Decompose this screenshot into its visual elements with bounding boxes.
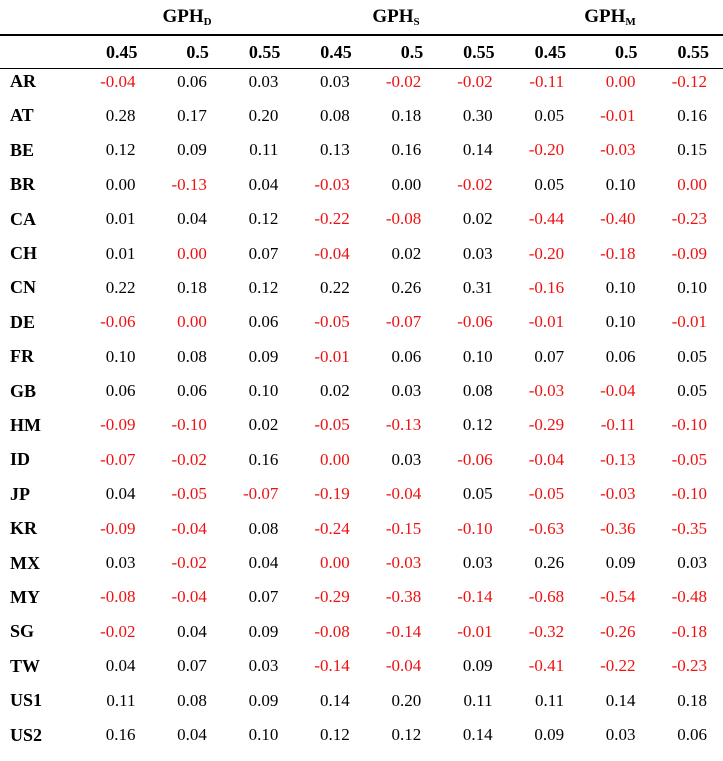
row-label: FR xyxy=(10,346,34,367)
table-cell: -0.03 xyxy=(600,140,636,160)
table-cell: -0.08 xyxy=(385,209,422,229)
table-cell: 0.08 xyxy=(177,346,207,366)
table-row xyxy=(0,202,723,236)
table-cell: -0.05 xyxy=(528,484,565,504)
table-cell: 0.09 xyxy=(534,725,565,744)
table-cell: -0.29 xyxy=(528,415,565,435)
table-cell: 0.10 xyxy=(248,381,279,401)
table-cell: 0.03 xyxy=(677,553,707,573)
table-cell: -0.03 xyxy=(600,484,636,504)
table-cell: 0.14 xyxy=(605,690,636,710)
table-cell: 0.12 xyxy=(320,725,350,744)
table-cell: 0.18 xyxy=(177,277,207,297)
table-cell: -0.04 xyxy=(171,518,207,538)
column-header: 0.55 xyxy=(248,41,281,62)
table-cell: 0.05 xyxy=(534,174,565,194)
table-cell: 0.14 xyxy=(462,140,493,160)
table-cell: -0.08 xyxy=(314,621,350,641)
table-cell: -0.04 xyxy=(314,243,350,263)
row-label: DE xyxy=(10,311,36,332)
table-cell: -0.07 xyxy=(385,312,422,332)
table-cell: -0.05 xyxy=(314,312,350,332)
table-cell: 0.26 xyxy=(391,277,422,297)
table-cell: 0.16 xyxy=(105,725,136,744)
row-label: US2 xyxy=(10,724,43,745)
table-row xyxy=(0,374,723,408)
table-cell: -0.10 xyxy=(457,518,493,538)
table-cell: -0.19 xyxy=(314,484,350,504)
table-row xyxy=(0,546,723,580)
group-header-gph-m: $GPH_M$ xyxy=(584,6,636,28)
column-header: 0.45 xyxy=(320,41,352,62)
table-cell: -0.04 xyxy=(385,656,422,676)
table-cell: 0.09 xyxy=(248,346,279,366)
table-cell: 0.03 xyxy=(605,725,636,744)
table-row xyxy=(0,477,723,511)
table-cell: -0.02 xyxy=(171,553,207,573)
table-cell: 0.02 xyxy=(462,209,493,229)
table-cell: -0.11 xyxy=(529,71,565,91)
corner-cell xyxy=(0,40,80,64)
table-cell: 0.14 xyxy=(320,690,350,710)
table-cell: 0.04 xyxy=(105,656,136,676)
table-cell: -0.18 xyxy=(671,621,707,641)
table-cell: 0.17 xyxy=(177,105,207,125)
table-cell: 0.10 xyxy=(677,277,707,297)
table-row xyxy=(0,64,723,98)
table-cell: 0.07 xyxy=(248,587,279,607)
table-row xyxy=(0,340,723,374)
row-label: SG xyxy=(10,621,35,642)
table-cell: 0.00 xyxy=(105,174,136,194)
row-label: BR xyxy=(10,174,36,195)
table-cell: 0.10 xyxy=(605,174,636,194)
table-cell: 0.00 xyxy=(391,174,422,194)
table-cell: 0.09 xyxy=(605,553,636,573)
table-cell: 0.26 xyxy=(534,553,565,573)
table-cell: 0.07 xyxy=(177,656,207,676)
table-cell: -0.09 xyxy=(100,415,136,435)
table-cell: -0.04 xyxy=(100,71,136,91)
row-label: BE xyxy=(10,139,35,160)
table-cell: -0.07 xyxy=(242,484,279,504)
group-header-gph-d: $GPH_D$ xyxy=(162,6,212,28)
table-cell: 0.05 xyxy=(677,381,707,401)
table-cell: 0.09 xyxy=(248,690,279,710)
table-cell: 0.08 xyxy=(462,381,493,401)
table-row xyxy=(0,649,723,683)
table-cell: 0.06 xyxy=(177,381,207,401)
table-cell: -0.38 xyxy=(385,587,422,607)
table-cell: 0.20 xyxy=(248,105,279,125)
table-cell: -0.06 xyxy=(457,312,493,332)
table-row xyxy=(0,305,723,339)
table-cell: -0.02 xyxy=(457,174,493,194)
row-label: AT xyxy=(10,105,34,126)
row-label: CN xyxy=(10,277,36,298)
table-cell: -0.20 xyxy=(528,243,565,263)
table-cell: 0.10 xyxy=(105,346,136,366)
row-label: KR xyxy=(10,518,37,539)
table-cell: 0.03 xyxy=(462,243,493,263)
table-cell: -0.03 xyxy=(314,174,350,194)
table-cell: 0.09 xyxy=(462,656,493,676)
table-row xyxy=(0,271,723,305)
table-cell: -0.01 xyxy=(528,312,565,332)
row-label: HM xyxy=(10,414,41,435)
table-cell: 0.16 xyxy=(391,140,422,160)
table-cell: -0.03 xyxy=(385,553,422,573)
table-cell: -0.01 xyxy=(671,312,707,332)
table-cell: 0.10 xyxy=(462,346,493,366)
table-cell: 0.10 xyxy=(248,725,279,744)
table-cell: 0.31 xyxy=(462,277,493,297)
table-cell: -0.14 xyxy=(314,656,350,676)
table-cell: -0.22 xyxy=(600,656,636,676)
table-cell: 0.06 xyxy=(248,312,279,332)
table-cell: 0.18 xyxy=(391,105,422,125)
table-row xyxy=(0,718,723,752)
table-cell: -0.13 xyxy=(171,174,207,194)
table-cell: -0.11 xyxy=(600,415,636,435)
table-cell: 0.02 xyxy=(248,415,279,435)
table-cell: 0.03 xyxy=(462,553,493,573)
row-label: MY xyxy=(10,586,40,607)
column-header: 0.55 xyxy=(677,41,709,62)
row-label: US1 xyxy=(10,690,43,711)
table-cell: 0.06 xyxy=(105,381,136,401)
table-cell: 0.22 xyxy=(320,277,350,297)
table-cell: -0.35 xyxy=(671,518,707,538)
table-row xyxy=(0,133,723,167)
table-cell: -0.05 xyxy=(171,484,207,504)
table-cell: 0.05 xyxy=(677,346,707,366)
table-cell: 0.03 xyxy=(391,381,422,401)
table-cell: -0.13 xyxy=(600,449,636,469)
table-row xyxy=(0,99,723,133)
table-cell: 0.30 xyxy=(462,105,493,125)
table-cell: -0.01 xyxy=(600,105,636,125)
row-label: MX xyxy=(10,552,40,573)
table-row xyxy=(0,580,723,614)
table-cell: 0.00 xyxy=(605,71,636,91)
table-cell: 0.04 xyxy=(248,174,279,194)
table-row xyxy=(0,236,723,270)
table-cell: -0.04 xyxy=(385,484,422,504)
table-cell: -0.14 xyxy=(457,587,493,607)
table-cell: -0.01 xyxy=(457,621,493,641)
table-cell: -0.15 xyxy=(385,518,422,538)
table-cell: -0.13 xyxy=(385,415,422,435)
table-cell: 0.08 xyxy=(177,690,207,710)
table-cell: 0.22 xyxy=(105,277,136,297)
column-header-row xyxy=(0,40,723,64)
table-cell: 0.09 xyxy=(177,140,207,160)
table-cell: 0.06 xyxy=(391,346,422,366)
table-body xyxy=(0,64,723,752)
table-cell: -0.10 xyxy=(671,415,707,435)
table-cell: -0.68 xyxy=(528,587,565,607)
table-cell: 0.20 xyxy=(391,690,422,710)
table-row xyxy=(0,168,723,202)
table-cell: 0.02 xyxy=(320,381,350,401)
top-rule xyxy=(0,34,723,36)
table-cell: 0.11 xyxy=(534,690,565,710)
table-cell: -0.26 xyxy=(600,621,636,641)
table-cell: -0.02 xyxy=(385,71,422,91)
table-cell: -0.40 xyxy=(600,209,636,229)
table-cell: -0.09 xyxy=(100,518,136,538)
table-cell: 0.10 xyxy=(605,277,636,297)
table-cell: -0.10 xyxy=(171,415,207,435)
table-cell: 0.07 xyxy=(248,243,279,263)
table-cell: 0.00 xyxy=(677,174,707,194)
table-cell: 0.02 xyxy=(391,243,422,263)
table-cell: 0.09 xyxy=(248,621,279,641)
row-label: AR xyxy=(10,71,36,92)
table-cell: 0.16 xyxy=(677,105,707,125)
group-header-gph-s: $GPH_S$ xyxy=(372,6,420,28)
table-cell: -0.03 xyxy=(528,381,565,401)
table-cell: 0.01 xyxy=(105,209,136,229)
table-cell: 0.03 xyxy=(248,71,279,91)
table-cell: 0.03 xyxy=(105,553,136,573)
table-cell: -0.48 xyxy=(671,587,707,607)
table-cell: 0.00 xyxy=(177,243,207,263)
table-row xyxy=(0,408,723,442)
table-cell: 0.11 xyxy=(106,690,136,710)
table-cell: 0.03 xyxy=(320,71,350,91)
table-cell: 0.12 xyxy=(248,209,279,229)
table-cell: -0.23 xyxy=(671,656,707,676)
table-cell: -0.10 xyxy=(671,484,707,504)
table-cell: -0.22 xyxy=(314,209,350,229)
column-header: 0.5 xyxy=(615,41,638,62)
table-cell: 0.13 xyxy=(320,140,350,160)
table-cell: 0.04 xyxy=(177,725,207,744)
table-cell: 0.00 xyxy=(177,312,207,332)
table-cell: 0.04 xyxy=(177,621,207,641)
table-cell: -0.24 xyxy=(314,518,350,538)
table-row xyxy=(0,615,723,649)
table-cell: -0.04 xyxy=(528,449,565,469)
table-row xyxy=(0,443,723,477)
row-label: CH xyxy=(10,243,37,264)
table-cell: 0.04 xyxy=(248,553,279,573)
table-cell: 0.15 xyxy=(677,140,707,160)
table-cell: -0.09 xyxy=(671,243,707,263)
table-cell: -0.06 xyxy=(457,449,493,469)
table-cell: 0.12 xyxy=(462,415,493,435)
table-cell: -0.44 xyxy=(528,209,565,229)
column-header: 0.45 xyxy=(534,41,567,62)
table-cell: -0.14 xyxy=(385,621,422,641)
table-cell: 0.11 xyxy=(463,690,493,710)
table-cell: -0.16 xyxy=(528,277,565,297)
table-cell: -0.05 xyxy=(314,415,350,435)
table-cell: 0.12 xyxy=(105,140,136,160)
table-cell: 0.00 xyxy=(320,553,350,573)
row-label: JP xyxy=(10,483,30,504)
table-cell: -0.23 xyxy=(671,209,707,229)
row-label: TW xyxy=(10,655,41,676)
table-cell: 0.04 xyxy=(177,209,207,229)
table-cell: 0.05 xyxy=(462,484,493,504)
table-cell: 0.06 xyxy=(605,346,636,366)
column-header: 0.5 xyxy=(186,41,209,62)
table-cell: 0.11 xyxy=(249,140,279,160)
table-cell: -0.20 xyxy=(528,140,565,160)
table-cell: -0.04 xyxy=(171,587,207,607)
table-cell: -0.02 xyxy=(171,449,207,469)
table-cell: -0.32 xyxy=(528,621,565,641)
table-cell: -0.29 xyxy=(314,587,350,607)
table-cell: 0.06 xyxy=(677,725,707,744)
table-cell: -0.05 xyxy=(671,449,707,469)
table-cell: 0.03 xyxy=(248,656,279,676)
table-cell: 0.08 xyxy=(248,518,279,538)
table-cell: 0.14 xyxy=(462,725,493,744)
data-table xyxy=(0,40,723,752)
table-cell: -0.36 xyxy=(600,518,636,538)
column-header: 0.5 xyxy=(400,41,424,62)
table-cell: 0.18 xyxy=(677,690,707,710)
table-cell: -0.63 xyxy=(528,518,565,538)
table-cell: -0.18 xyxy=(600,243,636,263)
table-cell: -0.41 xyxy=(528,656,565,676)
table-cell: 0.03 xyxy=(391,449,422,469)
table-row xyxy=(0,683,723,717)
table-cell: 0.16 xyxy=(248,449,279,469)
table-cell: 0.08 xyxy=(320,105,350,125)
table-cell: 0.00 xyxy=(320,449,350,469)
table-cell: -0.06 xyxy=(100,312,136,332)
column-header: 0.55 xyxy=(463,41,495,62)
table-cell: 0.01 xyxy=(105,243,136,263)
row-label: GB xyxy=(10,380,37,401)
table-row xyxy=(0,511,723,545)
table-cell: -0.02 xyxy=(457,71,493,91)
table-cell: -0.54 xyxy=(600,587,636,607)
table-cell: -0.07 xyxy=(100,449,136,469)
table-cell: -0.02 xyxy=(100,621,136,641)
row-label: CA xyxy=(10,208,36,229)
table-cell: 0.05 xyxy=(534,105,565,125)
table-cell: 0.12 xyxy=(248,277,279,297)
row-label: ID xyxy=(10,449,31,470)
table-cell: -0.04 xyxy=(600,381,636,401)
table-cell: -0.08 xyxy=(100,587,136,607)
table-cell: 0.06 xyxy=(177,71,207,91)
column-header: 0.45 xyxy=(105,41,138,62)
table-cell: 0.10 xyxy=(605,312,636,332)
table-cell: 0.28 xyxy=(105,105,136,125)
table-cell: -0.01 xyxy=(314,346,350,366)
table-cell: 0.04 xyxy=(105,484,136,504)
table-cell: 0.12 xyxy=(391,725,422,744)
table-cell: -0.12 xyxy=(671,71,707,91)
table-cell: 0.07 xyxy=(534,346,565,366)
